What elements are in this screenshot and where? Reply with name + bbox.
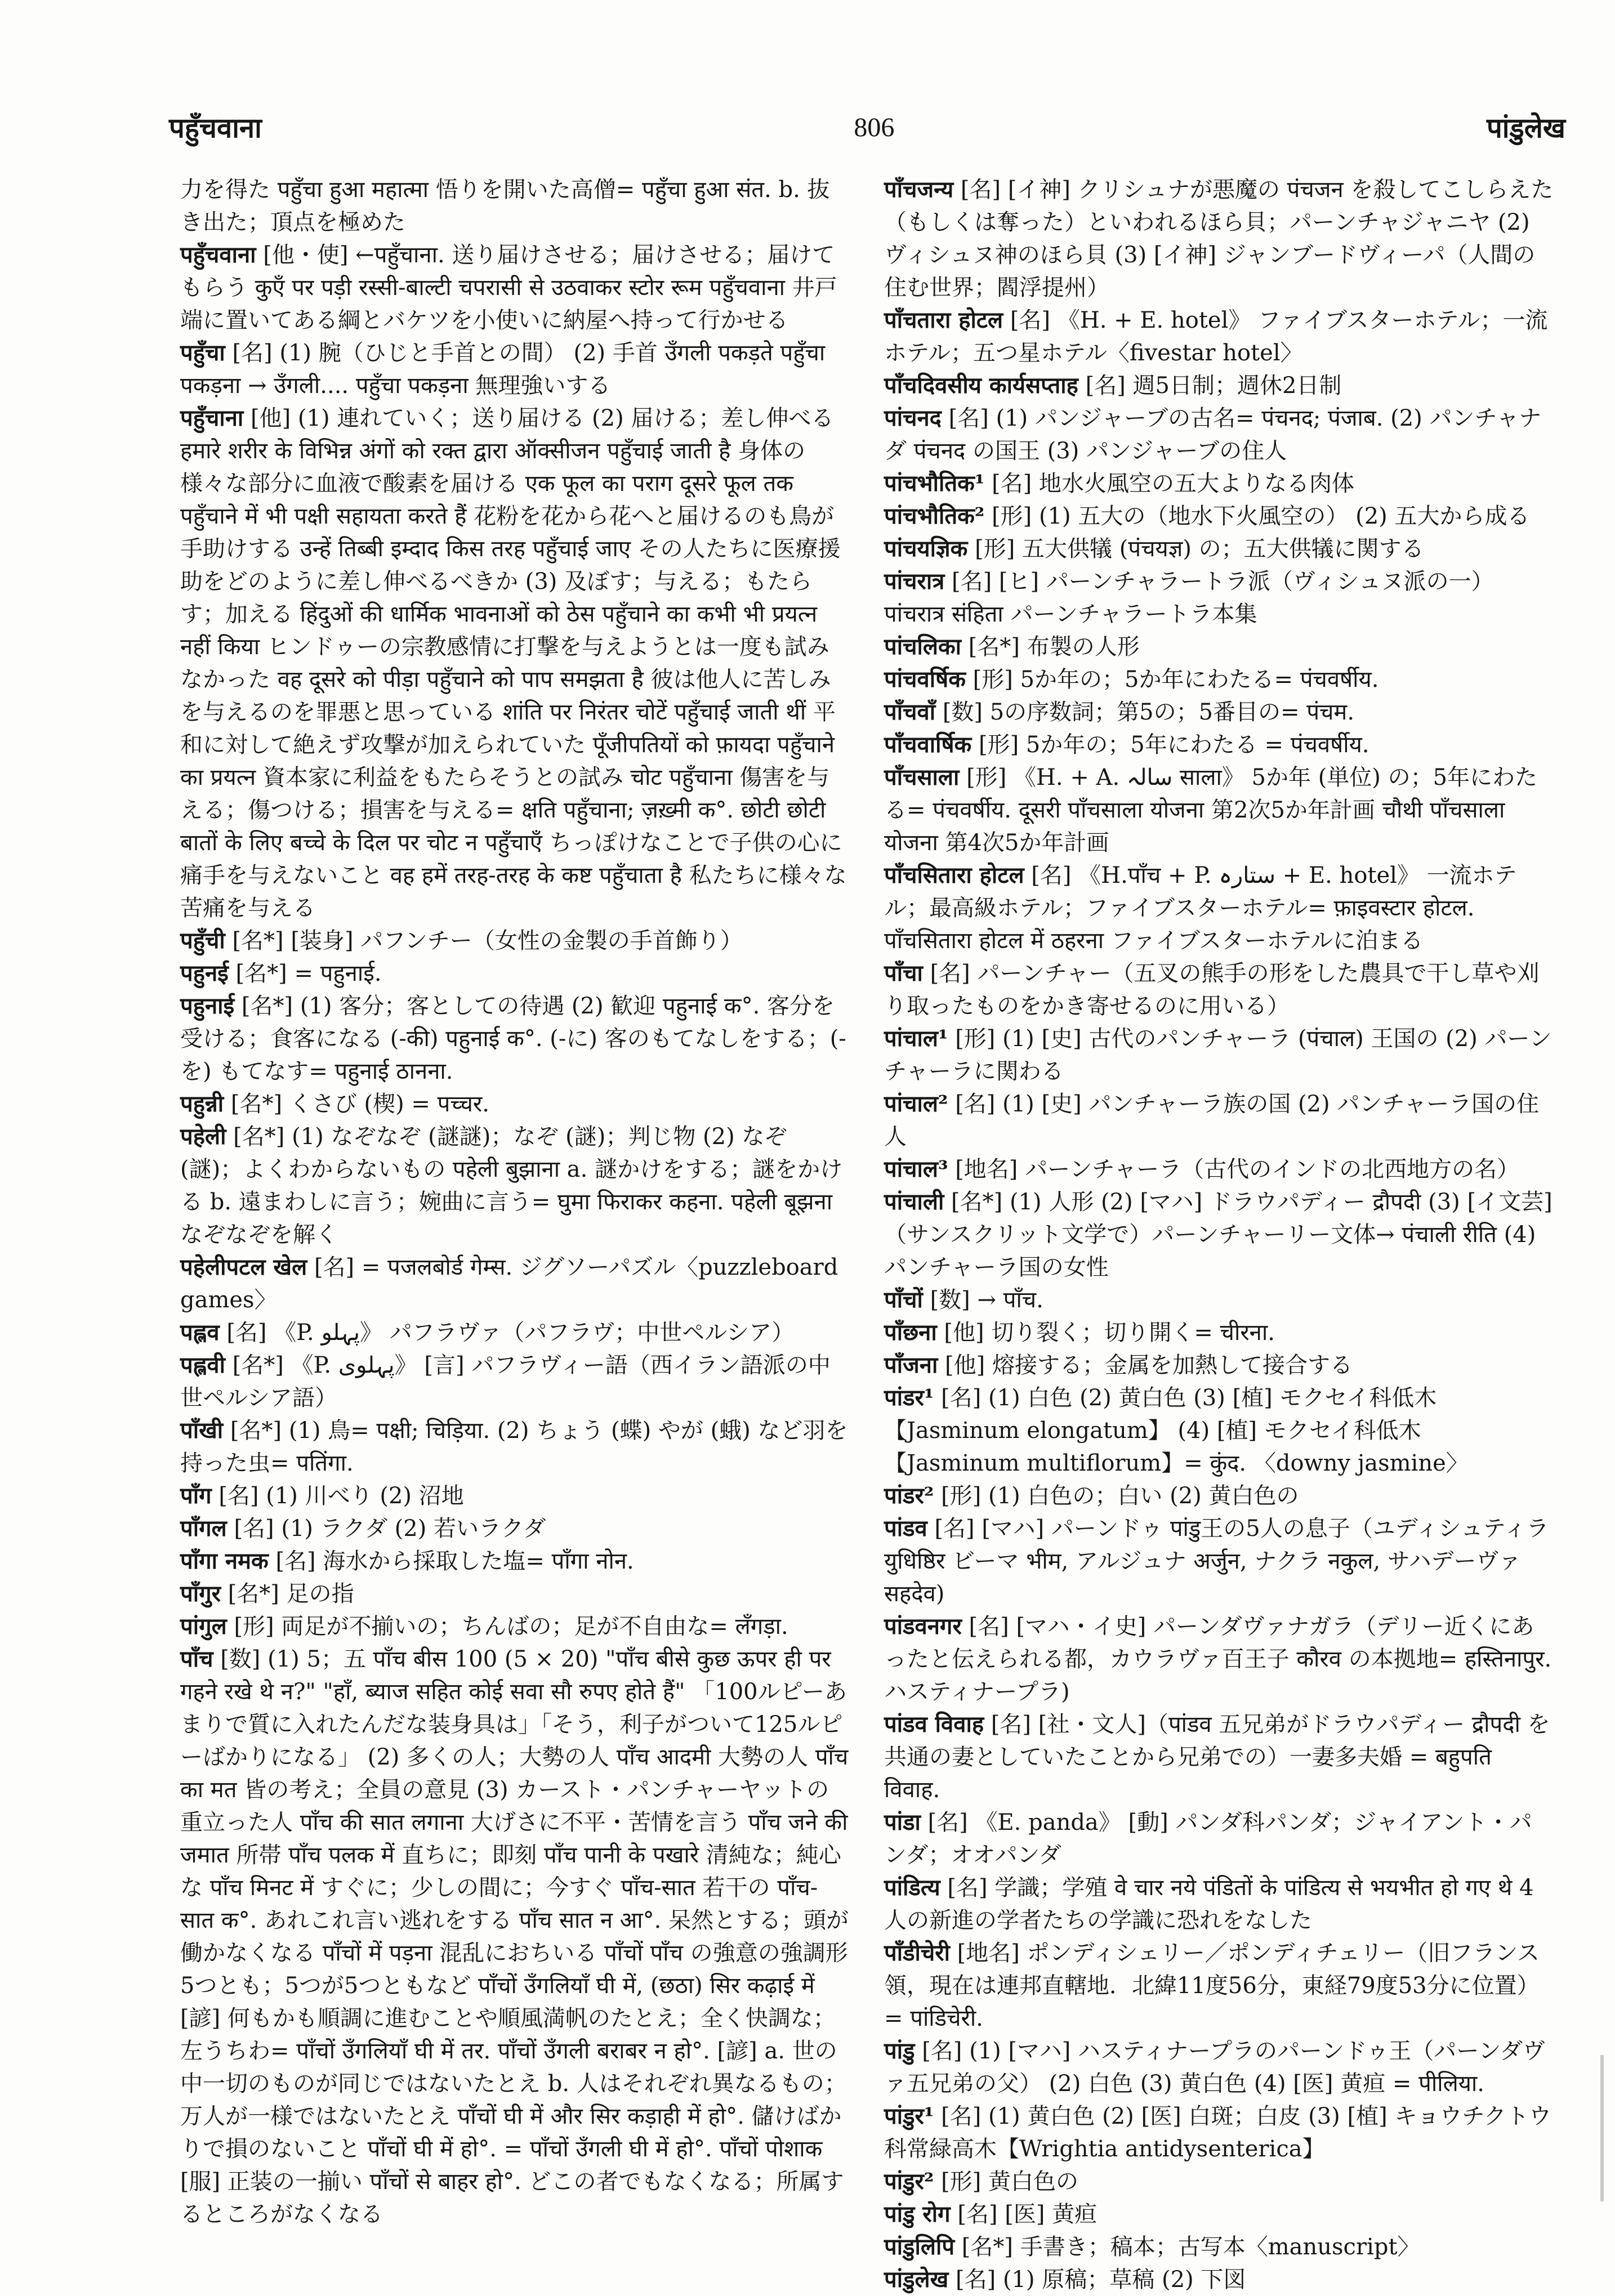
- entry-definition: [名*] (1) 鳥= पक्षी; चिड़िया. (2) ちょう (蝶) やが (蛾) など羽を持った虫= पतिंगा.: [180, 1418, 848, 1476]
- dictionary-entry: [884, 1512, 1554, 1610]
- entry-definition: [名*] [装身] パフンチー（女性の金製の手首飾り）: [232, 928, 743, 954]
- entry-definition: [名] (1) 白色 (2) 黄白色 (3) [植] モクセイ科低木【Jasminum elongatum】 (4) [植] モクセイ科低木【Jasminum multiflorum】= कुंद. 〈downy jasmine〉: [884, 1385, 1469, 1476]
- dictionary-entry: [884, 304, 1554, 369]
- dictionary-entry: [884, 1806, 1554, 1871]
- right-column: [884, 173, 1554, 2296]
- entry-headword: पाँचसाला: [884, 764, 960, 790]
- dictionary-entry: [884, 1708, 1554, 1806]
- entry-definition: [名] = पजलबोर्ड गेम्स. ジグソーパズル〈puzzleboard games〉: [180, 1254, 838, 1313]
- entry-definition: [名*] (1) 客分；客としての待遇 (2) 歓迎 पहुनाई क°. 客分を受ける；食客になる (-की) पहुनाई क°. (-に) 客のもてなしをする；(-を) もてなす= पहुनाई ठानना.: [180, 993, 846, 1084]
- entry-headword: पांचाल¹: [884, 1025, 948, 1052]
- entry-definition: [名] [マハ] パーンドゥ पांडु王の5人の息子（ユディシュティラ युधिष्ठिर ビーマ भीम, アルジュナ अर्जुन, ナクラ नकुल, サハデーヴァ सहदेव): [884, 1516, 1549, 1607]
- dictionary-entry: [884, 173, 1554, 304]
- entry-headword: पाँछना: [884, 1319, 937, 1346]
- entry-headword: पाँखी: [180, 1417, 224, 1444]
- dictionary-entry: [884, 2263, 1554, 2296]
- dictionary-entry: [884, 2035, 1554, 2100]
- page-number: 806: [854, 112, 895, 142]
- dictionary-entry: [884, 1316, 1554, 1349]
- entry-headword: पाँचवाँ: [884, 699, 936, 725]
- dictionary-entry: [884, 565, 1554, 631]
- entry-definition: [名] 《E. panda》 [動] パンダ科パンダ；ジャイアント・パンダ；オオパンダ: [884, 1810, 1532, 1868]
- dictionary-entry: [884, 2100, 1554, 2165]
- dictionary-entry: [180, 402, 850, 924]
- entry-definition: [名] (1) ラクダ (2) 若いラクダ: [234, 1516, 546, 1542]
- entry-definition: [名] (1) パンジャーブの古名= पंचनद; पंजाब. (2) パンチャナダ पंचनद の国王 (3) パンジャーブの住人: [884, 405, 1542, 464]
- dictionary-entry: [180, 173, 850, 239]
- entry-definition: [形] 両足が不揃いの；ちんばの；足が不自由な= लँगड़ा.: [234, 1614, 788, 1640]
- entry-definition: [名] (1) 腕（ひじと手首との間） (2) 手首 उँगली पकड़ते पहुँचा पकड़ना → उँगली.... पहुँचा पकड़ना 無理強いする: [180, 340, 826, 399]
- dictionary-entry: [884, 467, 1554, 500]
- entry-headword: पहुँची: [180, 927, 225, 954]
- entry-headword: पांडुलेख: [884, 2266, 949, 2293]
- entry-definition: [形] (1) 五大の（地水下火風空の） (2) 五大から成る: [992, 503, 1530, 529]
- dictionary-entry: [180, 1316, 850, 1349]
- entry-definition: [名*] (1) なぞなぞ (謎謎)；なぞ (謎)；判じ物 (2) なぞ (謎)；よくわからないもの पहेली बुझाना a. 謎かけをする；謎をかける b. 遠まわしに言う；婉曲に言う= घुमा फिराकर कहना. पहेली बूझना なぞなぞを解く: [180, 1124, 843, 1248]
- entry-definition: [数] → पाँच.: [930, 1287, 1043, 1313]
- dictionary-entry: [884, 1022, 1554, 1088]
- entry-definition: [地名] ポンディシェリー／ポンディチェリー（旧フランス領，現在は連邦直轄地．北緯11度56分，東経79度53分に位置）= पांडिचेरी.: [884, 1940, 1540, 2031]
- entry-definition: [形] (1) 白色の；白い (2) 黄白色の: [941, 1483, 1299, 1509]
- entry-headword: पाँचजन्य: [884, 176, 954, 203]
- entry-headword: पांचाल³: [884, 1156, 948, 1182]
- entry-definition: [形] (1) [史] 古代のパンチャーラ (पंचाल) 王国の (2) パーンチャーラに関わる: [884, 1026, 1552, 1084]
- dictionary-entry: [884, 500, 1554, 533]
- entry-headword: पाँचदिवसीय कार्यसप्ताह: [884, 372, 1078, 399]
- dictionary-entry: [884, 1610, 1554, 1708]
- entry-headword: पांचाली: [884, 1189, 944, 1215]
- dictionary-entry: [180, 1088, 850, 1120]
- entry-headword: पांडु: [884, 2038, 915, 2064]
- entry-definition: [名] (1) 川べり (2) 沼地: [218, 1483, 464, 1509]
- entry-definition: 力を得た पहुँचा हुआ महात्मा 悟りを開いた高僧= पहुँचा हुआ संत. b. 抜き出た；頂点を極めた: [180, 177, 830, 235]
- dictionary-entry: [884, 1382, 1554, 1480]
- entry-headword: पहुनाई: [180, 993, 235, 1019]
- entry-definition: [名] 地水火風空の五大よりなる肉体: [992, 471, 1355, 497]
- entry-definition: [名*] 布製の人形: [968, 634, 1140, 660]
- dictionary-entry: [884, 1349, 1554, 1382]
- entry-definition: [名] 《H. + E. hotel》 ファイブスターホテル；一流ホテル；五つ星ホテル〈fivestar hotel〉: [884, 307, 1548, 366]
- entry-definition: [名] (1) [史] パンチャーラ族の国 (2) パンチャーラ国の住人: [884, 1091, 1540, 1150]
- entry-definition: [名*] 足の指: [227, 1581, 354, 1607]
- entry-definition: [数] (1) 5；五 पाँच बीस 100 (5 × 20) "पाँच बीसे कुछ ऊपर ही पर गहने रखे थे न?" "हाँ, ब्याज सहित कोई सवा सौ रुपए होते हैं" 「100ルピーあまりで質に入れたんだな装身具は」「そう，利子がついて125ルピーばかりになる」 (2) 多くの人；大勢の人 पाँच आदमी 大勢の人 पाँच का मत 皆の考え；全員の意見 (3) カースト・パンチャーヤットの重立った人 पाँच की सात लगाना 大げさに不平・苦情を言う पाँच जने की जमात 所帯 पाँच पलक में 直ちに；即刻 पाँच पानी के पखारे 清純な；純心な पाँच मिनट में すぐに；少しの間に；今すぐ पाँच-सात 若干の पाँच-सात क°. あれこれ言い逃れをする पाँच सात न आ°. 呆然とする；頭が働かなくなる पाँचों में पड़ना 混乱におちいる पाँचों पाँच の強意の強調形 5つとも；5つが5つともなど पाँचों उँगलियाँ घी में, (छठा) सिर कढ़ाई में [諺] 何もかも順調に進むことや順風満帆のたとえ；全く快調な；左うちわ= पाँचों उँगलियाँ घी में तर. पाँचों उँगली बराबर न हो°. [諺] a. 世の中一切のものが同じではないたとえ b. 人はそれぞれ異なるもの；万人が一様ではないたとえ पाँचों घी में और सिर कड़ाही में हो°. 儲けばかりで損のないこと पाँचों घी में हो°. = पाँचों उँगली घी में हो°. पाँचों पोशाक [服] 正装の一揃い पाँचों से बाहर हो°. どこの者でもなくなる；所属するところがなくなる: [180, 1646, 849, 2227]
- entry-definition: [他] 熔接する；金属を加熱して接合する: [945, 1352, 1353, 1378]
- entry-headword: पांचलिका: [884, 633, 962, 660]
- entry-headword: पांडवनगर: [884, 1613, 962, 1640]
- dictionary-entry: [180, 1349, 850, 1414]
- entry-definition: [名] [イ神] クリシュナが悪魔の पंचजन を殺してこしらえた（もしくは奪った）といわれるほら貝；パーンチャジャニヤ (2) ヴィシュヌ神のほら貝 (3) [イ神] ジャンブードヴィーパ（人間の住む世界；閻浮提州）: [884, 177, 1554, 301]
- dictionary-entry: [884, 2198, 1554, 2231]
- entry-headword: पहुन्नी: [180, 1091, 224, 1117]
- entry-headword: पाँडीचेरी: [884, 1940, 950, 1966]
- dictionary-entry: [884, 729, 1554, 761]
- entry-definition: [名] [医] 黄疸: [957, 2201, 1098, 2227]
- entry-headword: पहेली: [180, 1123, 226, 1150]
- entry-definition: [他] 切り裂く；切り開く= चीरना.: [944, 1320, 1275, 1346]
- entry-headword: पांडुर¹: [884, 2103, 934, 2129]
- entry-definition: [名] 《P. پہلو》 パフラヴァ（パフラヴ；中世ペルシア）: [226, 1320, 795, 1346]
- dictionary-entry: [180, 924, 850, 957]
- entry-definition: [名] (1) 黄白色 (2) [医] 白斑；白皮 (3) [植] キョウチクトウ科常緑高木【Wrightia antidysenterica】: [884, 2103, 1551, 2162]
- page-header: [169, 105, 1565, 150]
- entry-definition: [形] 黄白色の: [941, 2169, 1079, 2195]
- entry-headword: पहुनई: [180, 960, 229, 986]
- dictionary-entry: [180, 990, 850, 1088]
- entry-headword: पांचरात्र: [884, 568, 945, 595]
- entry-headword: पहुँचाना: [180, 405, 244, 431]
- scan-edge-mark: [1600, 2055, 1604, 2201]
- entry-definition: [名*] = पहुनाई.: [235, 961, 382, 986]
- entry-definition: [形] 5か年の；5か年にわたる= पंचवर्षीय.: [972, 667, 1379, 693]
- entry-headword: पांचयज्ञिक: [884, 535, 968, 562]
- entry-definition: [地名] パーンチャーラ（古代のインドの北西地方の名）: [955, 1156, 1520, 1182]
- entry-headword: पाँचसितारा होटल: [884, 862, 1024, 888]
- entry-definition: [他] (1) 連れていく；送り届ける (2) 届ける；差し伸べる हमारे शरीर के विभिन्न अंगों को रक्त द्वारा ऑक्सीजन पहुँचाई जाती है 身体の様々な部分に血液で酸素を届ける एक फूल का पराग दूसरे फूल तक पहुँचाने में भी पक्षी सहायता करते हैं 花粉を花から花へと届けるのも鳥が手助けする उन्हें तिब्बी इम्दाद किस तरह पहुँचाई जाए その人たちに医療援助をどのように差し伸べるべきか (3) 及ぼす；与える；もたらす；加える हिंदुओं की धार्मिक भावनाओं को ठेस पहुँचाने का कभी भी प्रयत्न नहीं किया ヒンドゥーの宗教感情に打撃を与えようとは一度も試みなかった वह दूसरे को पीड़ा पहुँचाने को पाप समझता है 彼は他人に苦しみを与えるのを罪悪と思っている शांति पर निरंतर चोटें पहुँचाई जाती थीं 平和に対して絶えず攻撃が加えられていた पूँजीपतियों को फ़ायदा पहुँचाने का प्रयत्न 資本家に利益をもたらそうとの試み चोट पहुँचाना 傷害を与える；傷つける；損害を与える= क्षति पहुँचाना; ज़ख़्मी क°. छोटी छोटी बातों के लिए बच्चे के दिल पर चोट न पहुँचाएँ ちっぽけなことで子供の心に痛手を与えないこと वह हमें तरह-तरह के कष्ट पहुँचाता है 私たちに様々な苦痛を与える: [180, 405, 847, 921]
- entry-headword: पांडव विवाह: [884, 1711, 984, 1737]
- entry-definition: [他・使] ←पहुँचाना. 送り届けさせる；届けさせる；届けてもらう कुएँ पर पड़ी रस्सी-बाल्टी चपरासी से उठवाकर स्टोर रूम पहुँचवाना 井戸端に置いてある綱とバケツを小使いに納屋へ持って行かせる: [180, 242, 837, 333]
- entry-headword: पहुँचा: [180, 340, 225, 366]
- entry-definition: [名] (1) 原稿；草稿 (2) 下図: [956, 2267, 1246, 2293]
- entry-headword: पांडर²: [884, 1482, 934, 1509]
- entry-headword: पाँगा नमक: [180, 1548, 269, 1574]
- dictionary-entry: [884, 1284, 1554, 1316]
- entry-headword: पाँग: [180, 1482, 212, 1509]
- dictionary-entry: [884, 1937, 1554, 2035]
- dictionary-entry: [884, 533, 1554, 565]
- dictionary-entry: [180, 1480, 850, 1512]
- dictionary-entry: [884, 1480, 1554, 1512]
- dictionary-entry: [884, 1088, 1554, 1153]
- entry-headword: पहेलीपटल खेल: [180, 1254, 307, 1280]
- entry-headword: पांचनद: [884, 405, 942, 431]
- dictionary-entry: [884, 761, 1554, 859]
- dictionary-entry: [884, 663, 1554, 696]
- entry-headword: पाँचवार्षिक: [884, 731, 972, 758]
- entry-headword: पांडव: [884, 1515, 927, 1542]
- entry-definition: [名] 学識；学殖 वे चार नये पंडितों के पांडित्य से भयभीत हो गए थे 4人の新進の学者たちの学識に恐れをなした: [884, 1875, 1534, 1933]
- entry-headword: पांचाल²: [884, 1091, 948, 1117]
- entry-headword: पांडर¹: [884, 1384, 934, 1411]
- dictionary-entry: [884, 1871, 1554, 1937]
- dictionary-entry: [884, 696, 1554, 729]
- entry-definition: [名] 週5日制；週休2日制: [1085, 373, 1342, 399]
- dictionary-entry: [884, 957, 1554, 1022]
- dictionary-entry: [180, 1610, 850, 1643]
- dictionary-entry: [180, 1578, 850, 1610]
- entry-headword: पाँगल: [180, 1515, 227, 1542]
- entry-definition: [数] 5の序数詞；第5の；5番目の= पंचम.: [942, 699, 1355, 725]
- entry-definition: [名] 海水から採取した塩= पाँगा नोन.: [275, 1548, 634, 1574]
- dictionary-entry: [884, 402, 1554, 467]
- right-running-head: पांडुलेख: [1486, 111, 1565, 144]
- dictionary-entry: [180, 1512, 850, 1545]
- dictionary-entry: [884, 2231, 1554, 2263]
- entry-headword: पह्लवी: [180, 1352, 225, 1378]
- entry-definition: [形] 5か年の；5年にわたる = पंचवर्षीय.: [979, 732, 1369, 758]
- entry-definition: [形] 《H. + A. سالہ साला》 5か年 (単位) の；5年にわたる= पंचवर्षीय. दूसरी पाँचसाला योजना 第2次5か年計画 चौथी पाँचसाला योजना 第4次5か年計画: [884, 765, 1538, 856]
- dictionary-entry: [884, 369, 1554, 402]
- left-running-head: पहुँचवाना: [169, 111, 262, 144]
- dictionary-entry: [180, 239, 850, 337]
- dictionary-entry: [180, 957, 850, 990]
- dictionary-entry: [180, 1251, 850, 1316]
- dictionary-entry: [884, 631, 1554, 663]
- entry-headword: पांचभौतिक¹: [884, 470, 985, 497]
- entry-definition: [名] 《H.पाँच + P. ستارہ + E. hotel》 一流ホテル；最高級ホテル；ファイブスターホテル= फ़ाइवस्टार होटल. पाँचसितारा होटल में ठहरना ファイブスターホテルに泊まる: [884, 863, 1517, 954]
- entry-headword: पाँचा: [884, 960, 923, 986]
- entry-definition: [名*] (1) 人形 (2) [マハ] ドラウパディー द्रौपदी (3) [イ文芸]（サンスクリット文学で）パーンチャーリー文体→ पंचाली रीति (4) パンチャーラ国の女性: [884, 1189, 1552, 1280]
- entry-headword: पह्लव: [180, 1319, 220, 1346]
- entry-headword: पहुँचवाना: [180, 242, 256, 268]
- entry-definition: [名*] 《P. پہلوی》 [言] パフラヴィー語（西イラン語派の中世ペルシア語）: [180, 1352, 831, 1411]
- entry-definition: [名] [ヒ] パーンチャラートラ派（ヴィシュヌ派の一） पांचरात्र संहिता パーンチャラートラ本集: [884, 569, 1494, 627]
- dictionary-entry: [180, 1414, 850, 1480]
- entry-headword: पाँजना: [884, 1352, 938, 1378]
- entry-headword: पांडु रोग: [884, 2201, 951, 2227]
- entry-headword: पाँचतारा होटल: [884, 307, 1003, 333]
- entry-headword: पाँगुर: [180, 1580, 221, 1607]
- left-column: [180, 173, 850, 2231]
- entry-headword: पांडित्य: [884, 1874, 940, 1901]
- entry-definition: [名*] くさび (楔) = पच्चर.: [230, 1091, 489, 1117]
- dictionary-entry: [180, 1545, 850, 1578]
- dictionary-entry: [180, 337, 850, 402]
- dictionary-entry: [180, 1120, 850, 1251]
- dictionary-entry: [884, 1153, 1554, 1186]
- entry-headword: पाँचों: [884, 1287, 923, 1313]
- entry-headword: पाँच: [180, 1646, 213, 1672]
- entry-definition: [名*] 手書き；稿本；古写本〈manuscript〉: [961, 2234, 1420, 2260]
- entry-headword: पांडा: [884, 1809, 921, 1835]
- entry-headword: पांचवर्षिक: [884, 666, 966, 693]
- entry-definition: [名] パーンチャー（五叉の熊手の形をした農具で干し草や刈り取ったものをかき寄せるのに用いる）: [884, 961, 1540, 1019]
- entry-headword: पांगुल: [180, 1613, 227, 1640]
- dictionary-entry: [884, 1186, 1554, 1284]
- entry-headword: पांडुर²: [884, 2168, 934, 2195]
- entry-headword: पांडुलिपि: [884, 2234, 955, 2260]
- dictionary-entry: [884, 2165, 1554, 2198]
- entry-headword: पांचभौतिक²: [884, 503, 985, 529]
- dictionary-entry: [180, 1643, 850, 2231]
- entry-definition: [名] (1) [マハ] ハスティナープラのパーンドゥ王（パーンダヴァ五兄弟の父） (2) 白色 (3) 黄白色 (4) [医] 黄疸 = पीलिया.: [884, 2038, 1545, 2097]
- entry-definition: [名] [社・文人]（पांडव 五兄弟がドラウパディー द्रौपदी を共通の妻としていたことから兄弟での）一妻多夫婚 = बहुपति विवाह.: [884, 1712, 1550, 1803]
- entry-definition: [形] 五大供犠 (पंचयज्ञ) の；五大供犠に関する: [975, 536, 1424, 562]
- entry-definition: [名] [マハ・イ史] パーンダヴァナガラ（デリー近くにあったと伝えられる都，カウラヴァ百王子 कौरव の本拠地= हस्तिनापुर. ハスティナープラ): [884, 1614, 1552, 1705]
- dictionary-entry: [884, 859, 1554, 957]
